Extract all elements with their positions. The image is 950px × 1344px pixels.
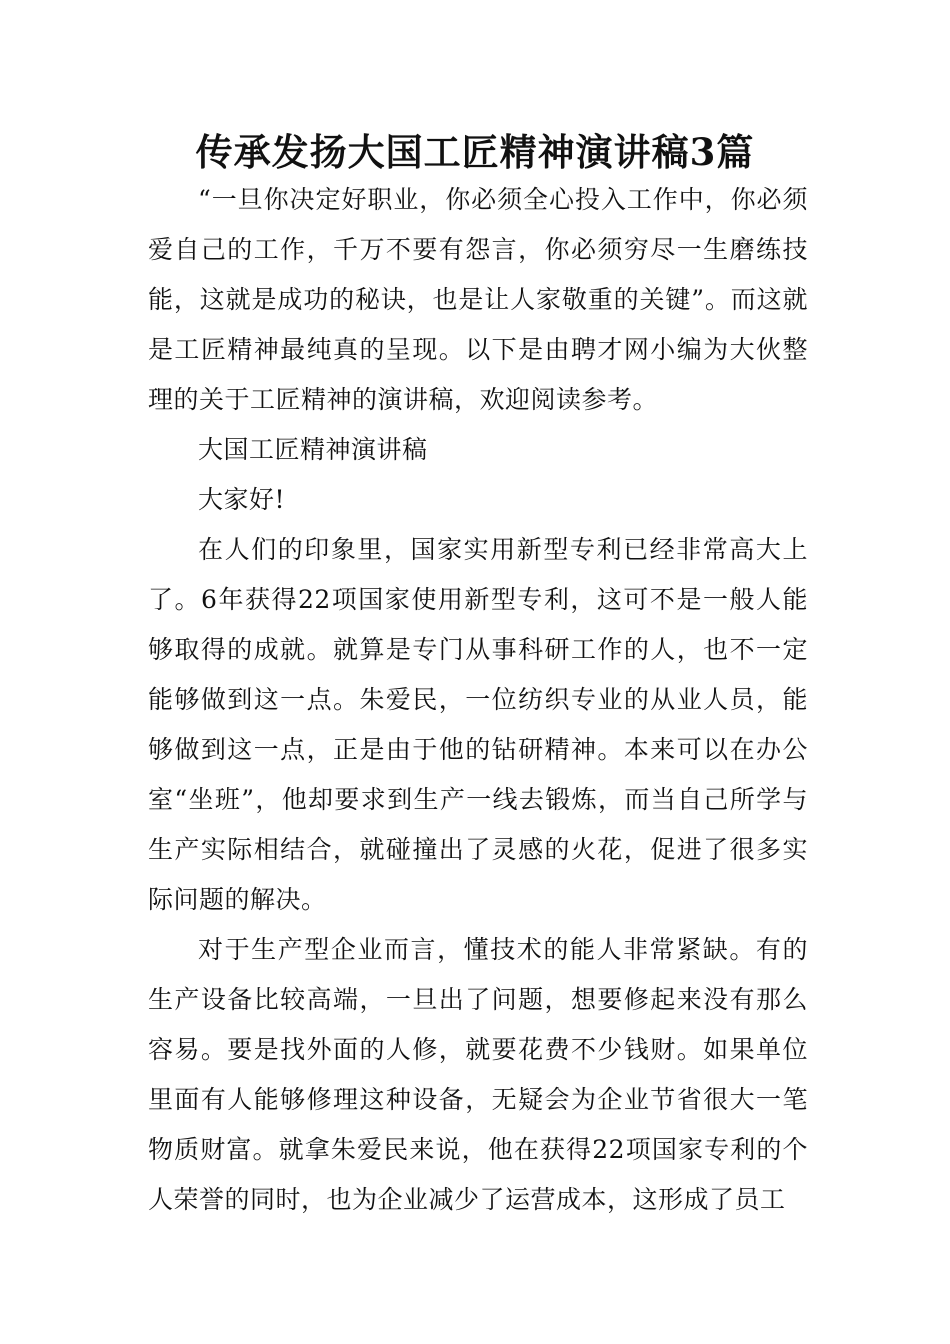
document-body xyxy=(148,175,808,1225)
document-title: 传承发扬大国工匠精神演讲稿3篇 xyxy=(195,130,755,174)
body-paragraph: 在人们的印象里，国家实用新型专利已经非常高大上了。6年获得22项国家使用新型专利，这可不是一般人能够取得的成就。就算是专门从事科研工作的人，也不一定能够做到这一点。朱爱民，一位纺织专业的从业人员，能够做到这一点，正是由于他的钻研精神。本来可以在办公室“坐班”，他却要求到生产一线去锻炼，而当自己所学与生产实际相结合，就碰撞出了灵感的火花，促进了很多实际问题的解决。 xyxy=(148,535,808,914)
greeting-paragraph: 大家好! xyxy=(198,485,286,514)
speech-heading: 大国工匠精神演讲稿 xyxy=(198,435,428,464)
body-paragraph: 对于生产型企业而言，懂技术的能人非常紧缺。有的生产设备比较高端，一旦出了问题，想要修起来没有那么容易。要是找外面的人修，就要花费不少钱财。如果单位里面有人能够修理这种设备，无疑会为企业节省很大一笔物质财富。就拿朱爱民来说，他在获得22项国家专利的个人荣誉的同时，也为企业减少了运营成本，这形成了员工 xyxy=(148,935,808,1214)
intro-paragraph: “一旦你决定好职业，你必须全心投入工作中，你必须爱自己的工作，千万不要有怨言，你必须穷尽一生磨练技能，这就是成功的秘诀，也是让人家敬重的关键”。而这就是工匠精神最纯真的呈现。以下是由聘才网小编为大伙整理的关于工匠精神的演讲稿，欢迎阅读参考。 xyxy=(148,185,808,414)
